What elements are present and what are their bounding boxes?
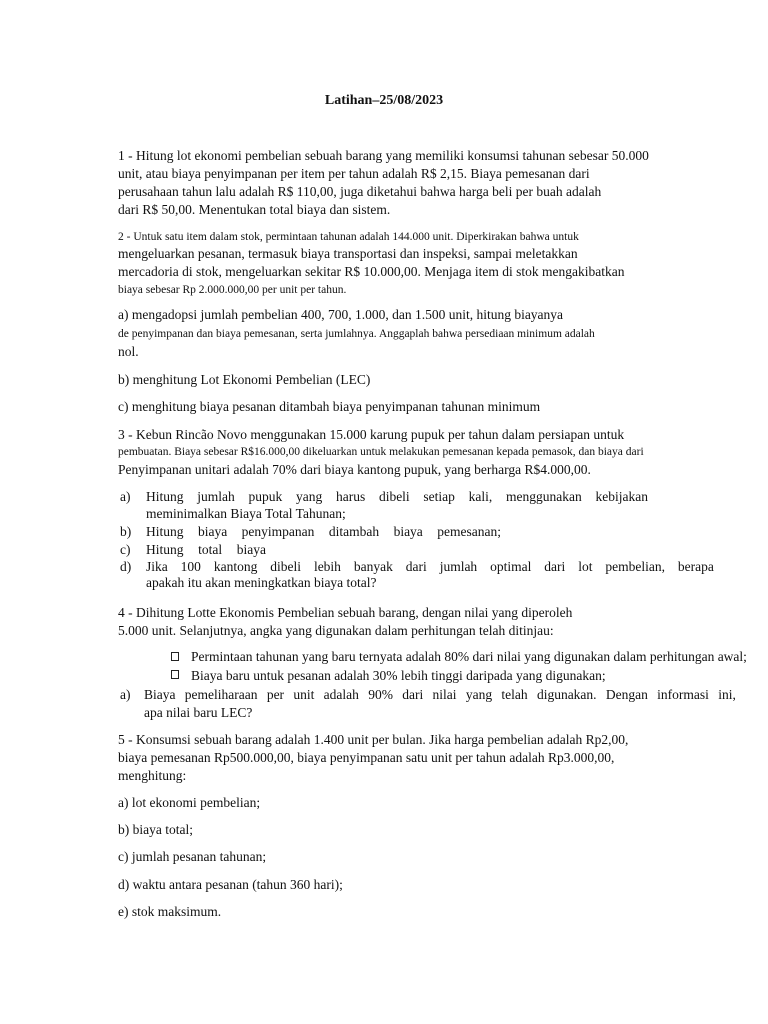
word: biaya <box>393 524 423 539</box>
q1-line-1: 1 - Hitung lot ekonomi pembelian sebuah barang yang memiliki konsumsi tahunan sebesar 50.000 <box>118 148 649 163</box>
word: pemeliharaan <box>184 687 258 702</box>
q1-line-4: dari R$ 50,00. Menentukan total biaya dan sistem. <box>118 202 391 217</box>
word: dari <box>402 687 424 702</box>
q2-item-c: c) menghitung biaya pesanan ditambah biaya penyimpanan tahunan minimum <box>118 399 541 414</box>
word: optimal <box>490 559 532 574</box>
word: digunakan. <box>536 687 597 702</box>
q4-bullet-2: Biaya baru untuk pesanan adalah 30% lebih tinggi daripada yang digunakan; <box>191 668 606 683</box>
q3-item-a-label: a) <box>120 489 131 504</box>
word: dibeli <box>270 559 302 574</box>
word: informasi <box>657 687 709 702</box>
q1-line-2: unit, atau biaya penyimpanan per item per tahun adalah R$ 2,15. Biaya pemesanan dari <box>118 166 590 181</box>
word: kali, <box>468 489 493 504</box>
word: nilai <box>432 687 457 702</box>
word: Hitung <box>146 489 184 504</box>
word: dibeli <box>378 489 410 504</box>
q3-item-a-line-1 <box>146 488 648 506</box>
q3-line-1: 3 - Kebun Rincão Novo menggunakan 15.000 karung pupuk per tahun dalam persiapan untuk <box>118 427 625 442</box>
q2-line-2: mengeluarkan pesanan, termasuk biaya transportasi dan inspeksi, sampai meletakkan <box>118 246 578 261</box>
q2-line-3: mercadoria di stok, mengeluarkan sekitar R$ 10.000,00. Menjaga item di stok mengakibatkan <box>118 264 625 279</box>
q5-item-a: a) lot ekonomi pembelian; <box>118 795 261 810</box>
q3-line-3: Penyimpanan unitari adalah 70% dari biaya kantong pupuk, yang berharga R$4.000,00. <box>118 462 591 477</box>
checkbox-icon <box>171 652 179 661</box>
q2-item-a-line-2: de penyimpanan dan biaya pemesanan, serta jumlahnya. Anggaplah bahwa persediaan minimum adalah <box>118 328 595 340</box>
q3-item-c-line <box>146 541 266 559</box>
word: pembelian, <box>605 559 665 574</box>
word: adalah <box>323 687 359 702</box>
word: setiap <box>423 489 455 504</box>
q5-item-c: c) jumlah pesanan tahunan; <box>118 849 267 864</box>
word: ini, <box>718 687 736 702</box>
q5-line-2: biaya pemesanan Rp500.000,00, biaya penyimpanan satu unit per tahun adalah Rp3.000,00, <box>118 750 615 765</box>
q3-item-d-label: d) <box>120 559 132 574</box>
word: yang <box>465 687 493 702</box>
word: pupuk <box>248 489 283 504</box>
q4-item-a-line-2: apa nilai baru LEC? <box>144 705 253 720</box>
word: Hitung <box>146 524 184 539</box>
word: Dengan <box>605 687 648 702</box>
word: Jika <box>146 559 168 574</box>
word: lebih <box>313 559 341 574</box>
word: ditambah <box>328 524 380 539</box>
word: kantong <box>213 559 258 574</box>
q5-line-1: 5 - Konsumsi sebuah barang adalah 1.400 unit per bulan. Jika harga pembelian adalah Rp2,00, <box>118 732 629 747</box>
word: biaya <box>197 524 228 539</box>
q3-item-b-line <box>146 523 501 541</box>
word: unit <box>293 687 315 702</box>
word: dari <box>544 559 566 574</box>
word: menggunakan <box>506 489 582 504</box>
word: Hitung <box>146 542 184 557</box>
word: kebijakan <box>595 489 648 504</box>
word: jumlah <box>439 559 478 574</box>
word: 90% <box>368 687 393 702</box>
q4-item-a-line-1 <box>144 686 736 704</box>
word: jumlah <box>197 489 235 504</box>
q5-item-d: d) waktu antara pesanan (tahun 360 hari); <box>118 877 343 892</box>
word: telah <box>501 687 528 702</box>
q4-item-a-label: a) <box>120 687 131 702</box>
word: dari <box>405 559 427 574</box>
q5-line-3: menghitung: <box>118 768 187 783</box>
checkbox-icon <box>171 670 179 679</box>
q3-line-2: pembuatan. Biaya sebesar R$16.000,00 dikeluarkan untuk melakukan pemesanan kepada pemasok, dan biaya dari <box>118 446 644 458</box>
q2-item-a-line-3: nol. <box>118 344 139 359</box>
word: harus <box>335 489 366 504</box>
q3-item-c-label: c) <box>120 542 131 557</box>
q3-item-d-line-2: apakah itu akan meningkatkan biaya total? <box>146 575 377 590</box>
word: 100 <box>180 559 201 574</box>
word: biaya <box>236 542 266 557</box>
q2-item-a-line-1: a) mengadopsi jumlah pembelian 400, 700, 1.000, dan 1.500 unit, hitung biayanya <box>118 307 564 322</box>
q4-bullet-1: Permintaan tahunan yang baru ternyata adalah 80% dari nilai yang digunakan dalam perhitungan awal; <box>191 649 747 664</box>
q2-line-1: 2 - Untuk satu item dalam stok, permintaan tahunan adalah 144.000 unit. Diperkirakan bahwa untuk <box>118 231 579 243</box>
word: lot <box>578 559 593 574</box>
q2-item-b: b) menghitung Lot Ekonomi Pembelian (LEC) <box>118 372 371 387</box>
word: berapa <box>677 559 714 574</box>
q4-line-2: 5.000 unit. Selanjutnya, angka yang digunakan dalam perhitungan telah ditinjau: <box>118 623 554 638</box>
word: yang <box>295 489 323 504</box>
word: banyak <box>353 559 393 574</box>
q2-line-4: biaya sebesar Rp 2.000.000,00 per unit per tahun. <box>118 284 347 296</box>
q5-item-e: e) stok maksimum. <box>118 904 222 919</box>
q3-item-b-label: b) <box>120 524 132 539</box>
word: Biaya <box>144 687 176 702</box>
word: penyimpanan <box>241 524 315 539</box>
q3-item-a-line-2: meminimalkan Biaya Total Tahunan; <box>146 506 346 521</box>
q1-line-3: perusahaan tahun lalu adalah R$ 110,00, juga diketahui bahwa harga beli per buah adalah <box>118 184 602 199</box>
word: pemesanan; <box>437 524 501 539</box>
word: per <box>266 687 285 702</box>
word: total <box>198 542 223 557</box>
q4-line-1: 4 - Dihitung Lotte Ekonomis Pembelian sebuah barang, dengan nilai yang diperoleh <box>118 605 573 620</box>
document-title: Latihan–25/08/2023 <box>324 93 444 108</box>
q5-item-b: b) biaya total; <box>118 822 193 837</box>
